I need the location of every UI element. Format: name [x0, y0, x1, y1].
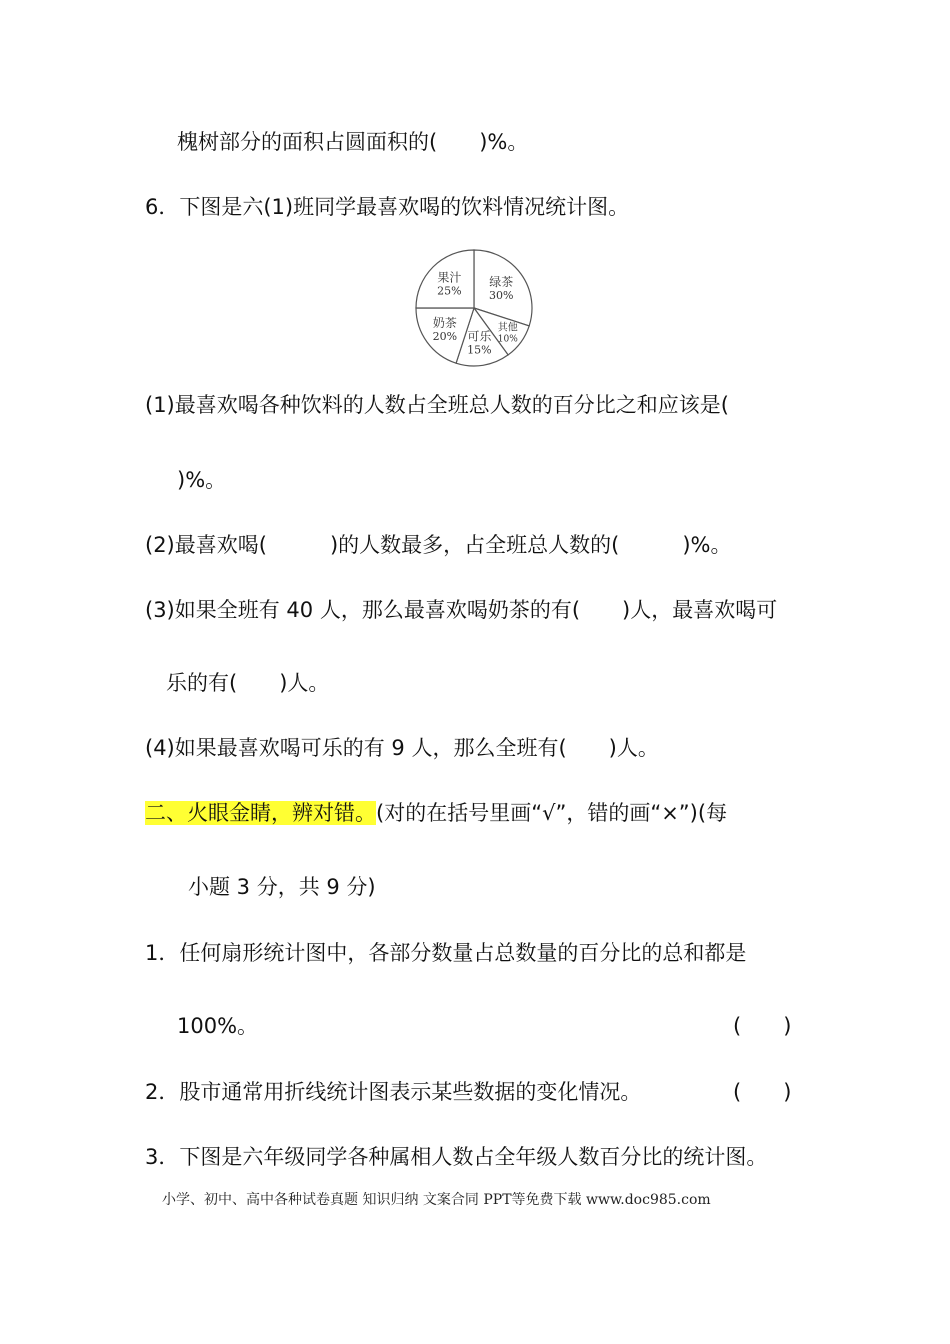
pie-slice-value-label: 10%: [497, 334, 518, 345]
pie-slice-value-label: 30%: [488, 289, 514, 303]
pie-slice-value-label: 15%: [467, 343, 492, 357]
continuation-line: 槐树部分的面积占圆面积的( )%。: [177, 130, 529, 154]
section-2-line1: [145, 798, 727, 828]
question-6-1-line2: )%。: [177, 468, 227, 492]
question-6-4: (4)如果最喜欢喝可乐的有 9 人，那么全班有( )人。: [145, 736, 659, 760]
pie-slice-label: 绿茶: [489, 275, 514, 290]
section-2-line2: 小题 3 分，共 9 分): [188, 875, 376, 899]
pie-slice-value-label: 25%: [437, 284, 462, 298]
pie-slice-label: 可乐: [467, 329, 492, 344]
section-2-instruction: (对的在括号里画“√”，错的画“×”)(每: [376, 801, 728, 825]
question-6-3-line1: (3)如果全班有 40 人，那么最喜欢喝奶茶的有( )人，最喜欢喝可: [145, 598, 778, 622]
pie-slice-label: 其他: [497, 322, 518, 334]
pie-slice-value-label: 20%: [432, 330, 458, 344]
question-6-title: 6．下图是六(1)班同学最喜欢喝的饮料情况统计图。: [145, 195, 630, 219]
question-6-1-line1: (1)最喜欢喝各种饮料的人数占全班总人数的百分比之和应该是(: [145, 393, 729, 417]
section-2-heading: 二、火眼金睛，辨对错。: [145, 801, 376, 825]
judge-1-line1: 1．任何扇形统计图中，各部分数量占总数量的百分比的总和都是: [145, 941, 747, 965]
judge-2-answer-paren[interactable]: ( ): [733, 1080, 792, 1104]
question-6-2: (2)最喜欢喝( )的人数最多，占全班总人数的( )%。: [145, 533, 732, 557]
judge-2: 2．股市通常用折线统计图表示某些数据的变化情况。: [145, 1080, 642, 1104]
judge-1-answer-paren[interactable]: ( ): [733, 1014, 792, 1038]
footer-text: 小学、初中、高中各种试卷真题 知识归纳 文案合同 PPT等免费下载 www.doc985.com: [162, 1192, 711, 1208]
judge-3: 3．下图是六年级同学各种属相人数占全年级人数百分比的统计图。: [145, 1145, 768, 1169]
question-6-3-line2: 乐的有( )人。: [166, 671, 330, 695]
judge-1-line2: 100%。: [177, 1014, 259, 1038]
pie-slice-label: 奶茶: [432, 316, 457, 331]
pie-chart: [413, 247, 535, 369]
pie-slice-label: 果汁: [437, 270, 462, 285]
